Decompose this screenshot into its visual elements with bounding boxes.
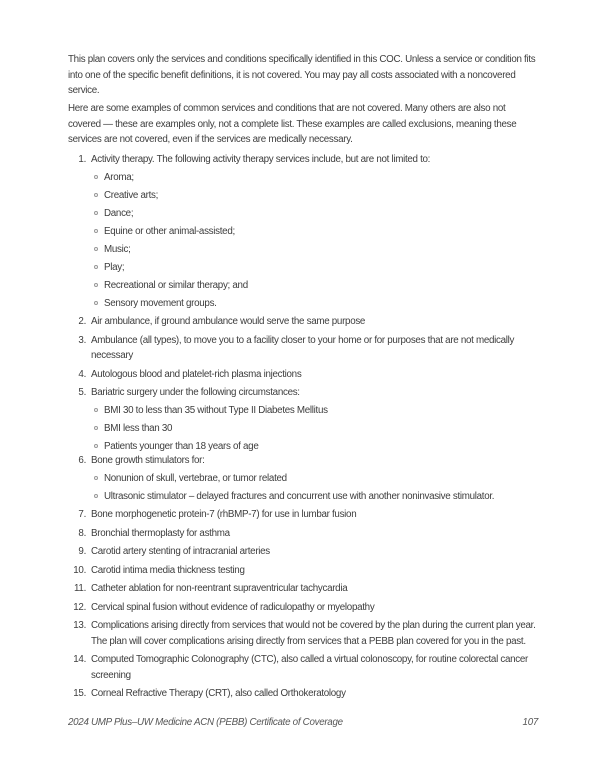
open-circle-bullet-icon xyxy=(94,426,98,430)
item-number: 15. xyxy=(73,688,86,699)
item-text: Cervical spinal fusion without evidence of radiculopathy or myelopathy xyxy=(91,601,375,613)
item-text: Bariatric surgery under the following circumstances: xyxy=(91,387,300,398)
exclusion-item-head xyxy=(68,526,538,542)
exclusion-item xyxy=(68,526,538,542)
item-number: 8. xyxy=(78,527,86,539)
open-circle-bullet-icon xyxy=(94,247,98,251)
open-circle-bullet-icon xyxy=(94,494,98,498)
exclusion-item xyxy=(68,563,538,579)
item-number: 7. xyxy=(78,509,86,520)
exclusion-item xyxy=(68,152,538,312)
item-number: 10. xyxy=(73,564,86,576)
exclusion-item-head xyxy=(68,544,538,560)
item-text: Autologous blood and platelet-rich plasma injections xyxy=(91,368,302,380)
item-text: Corneal Refractive Therapy (CRT), also called Orthokeratology xyxy=(91,688,346,699)
exclusion-item-head xyxy=(68,453,538,469)
sub-bullet-text: Patients younger than 18 years of age xyxy=(104,441,259,452)
open-circle-bullet-icon xyxy=(94,408,98,412)
sub-bullet-text: Play; xyxy=(104,261,125,273)
item-text: Complications arising directly from services that would not be covered by the plan during the current plan year. The plan will cover complications arising directly from services that a PEBB plan covered for you in the past. xyxy=(91,620,536,647)
item-text: Ambulance (all types), to move you to a facility closer to your home or for purposes that are not medically necessary xyxy=(91,334,515,361)
sub-bullet-text: Nonunion of skull, vertebrae, or tumor related xyxy=(104,472,287,484)
open-circle-bullet-icon xyxy=(94,175,98,179)
exclusion-item xyxy=(68,453,538,505)
sub-bullet-text: Equine or other animal-assisted; xyxy=(104,225,235,237)
exclusion-item-head xyxy=(68,618,538,649)
exclusion-item-head xyxy=(68,367,538,383)
item-text: Carotid intima media thickness testing xyxy=(91,564,245,576)
open-circle-bullet-icon xyxy=(94,193,98,197)
item-text: Catheter ablation for non-reentrant supraventricular tachycardia xyxy=(91,583,348,594)
item-number: 3. xyxy=(78,334,86,346)
exclusion-item xyxy=(68,686,538,702)
sub-bullet-item xyxy=(94,242,538,258)
open-circle-bullet-icon xyxy=(94,283,98,287)
sub-bullet-item xyxy=(94,296,538,312)
item-number: 13. xyxy=(73,620,86,631)
exclusion-item-head xyxy=(68,652,538,683)
open-circle-bullet-icon xyxy=(94,229,98,233)
sub-bullet-text: Sensory movement groups. xyxy=(104,297,217,309)
item-number: 5. xyxy=(78,387,86,398)
sub-bullet-item xyxy=(94,188,538,204)
item-text: Computed Tomographic Colonography (CTC), also called a virtual colonoscopy, for routine colorectal cancer screening xyxy=(91,654,528,681)
open-circle-bullet-icon xyxy=(94,444,98,448)
item-number: 12. xyxy=(73,601,86,613)
item-number: 11. xyxy=(74,583,86,594)
item-text: Carotid artery stenting of intracranial arteries xyxy=(91,546,270,557)
exclusion-item-head xyxy=(68,333,538,364)
item-text: Bronchial thermoplasty for asthma xyxy=(91,527,230,539)
exclusion-item xyxy=(68,618,538,649)
item-text: Activity therapy. The following activity therapy services include, but are not limited to: xyxy=(91,153,431,165)
sub-bullet-text: Aroma; xyxy=(104,171,134,183)
sub-bullet-text: BMI 30 to less than 35 without Type II Diabetes Mellitus xyxy=(104,405,328,416)
item-number: 1. xyxy=(78,153,86,165)
exclusion-item-head xyxy=(68,581,538,597)
intro-paragraph: Here are some examples of common services and conditions that are not covered. Many others are also not covered — these are examples only, not a complete list. These examples are called exclusions, meaning these services are not covered, even if the services are medically necessary. xyxy=(68,103,517,145)
item-text: Bone growth stimulators for: xyxy=(91,454,205,466)
sub-bullet-item xyxy=(94,170,538,186)
intro-paragraph: This plan covers only the services and conditions specifically identified in this COC. Unless a service or condition fits into one of the specific benefit definitions, it is not covered. You may pay all costs associated with a noncovered service. xyxy=(68,54,536,96)
exclusion-item xyxy=(68,333,538,364)
sub-bullet-text: Recreational or similar therapy; and xyxy=(104,279,248,291)
sub-bullet-text: Music; xyxy=(104,243,131,255)
sub-bullet-item xyxy=(94,421,538,437)
item-text: Bone morphogenetic protein-7 (rhBMP-7) for use in lumbar fusion xyxy=(91,509,357,520)
open-circle-bullet-icon xyxy=(94,476,98,480)
sub-bullet-item xyxy=(94,206,538,222)
open-circle-bullet-icon xyxy=(94,211,98,215)
exclusions-list xyxy=(68,152,538,702)
sub-bullet-text: Creative arts; xyxy=(104,189,159,201)
exclusion-item-head xyxy=(68,385,538,401)
exclusion-item xyxy=(68,600,538,616)
item-number: 6. xyxy=(78,454,86,466)
footer-page-number: 107 xyxy=(522,717,538,728)
exclusion-item-head xyxy=(68,600,538,616)
exclusion-item-head xyxy=(68,152,538,168)
sub-bullet-item xyxy=(94,489,538,505)
sub-bullet-item xyxy=(94,260,538,276)
sub-bullet-text: Dance; xyxy=(104,207,134,219)
open-circle-bullet-icon xyxy=(94,301,98,305)
exclusion-item xyxy=(68,507,538,523)
exclusion-item xyxy=(68,385,538,455)
exclusion-item xyxy=(68,581,538,597)
exclusion-item xyxy=(68,544,538,560)
exclusion-item-head xyxy=(68,563,538,579)
item-number: 4. xyxy=(78,368,86,380)
exclusion-item xyxy=(68,314,538,330)
sub-bullet-item xyxy=(94,224,538,240)
sub-bullet-item xyxy=(94,278,538,294)
sub-bullet-item xyxy=(94,471,538,487)
page-content xyxy=(68,52,538,702)
exclusion-item-head xyxy=(68,314,538,330)
item-number: 14. xyxy=(73,654,86,665)
exclusion-item xyxy=(68,367,538,383)
item-text: Air ambulance, if ground ambulance would serve the same purpose xyxy=(91,316,366,327)
exclusion-item-head xyxy=(68,507,538,523)
item-number: 2. xyxy=(78,316,86,327)
footer-title: 2024 UMP Plus–UW Medicine ACN (PEBB) Certificate of Coverage xyxy=(68,717,343,728)
open-circle-bullet-icon xyxy=(94,265,98,269)
sub-bullet-text: Ultrasonic stimulator – delayed fractures and concurrent use with another noninvasive stimulator. xyxy=(104,490,495,502)
intro-section xyxy=(68,52,538,148)
sub-bullet-item xyxy=(94,403,538,419)
item-number: 9. xyxy=(78,546,86,557)
page-footer xyxy=(68,717,538,728)
sub-bullet-text: BMI less than 30 xyxy=(104,423,173,434)
exclusion-item xyxy=(68,652,538,683)
exclusion-item-head xyxy=(68,686,538,702)
